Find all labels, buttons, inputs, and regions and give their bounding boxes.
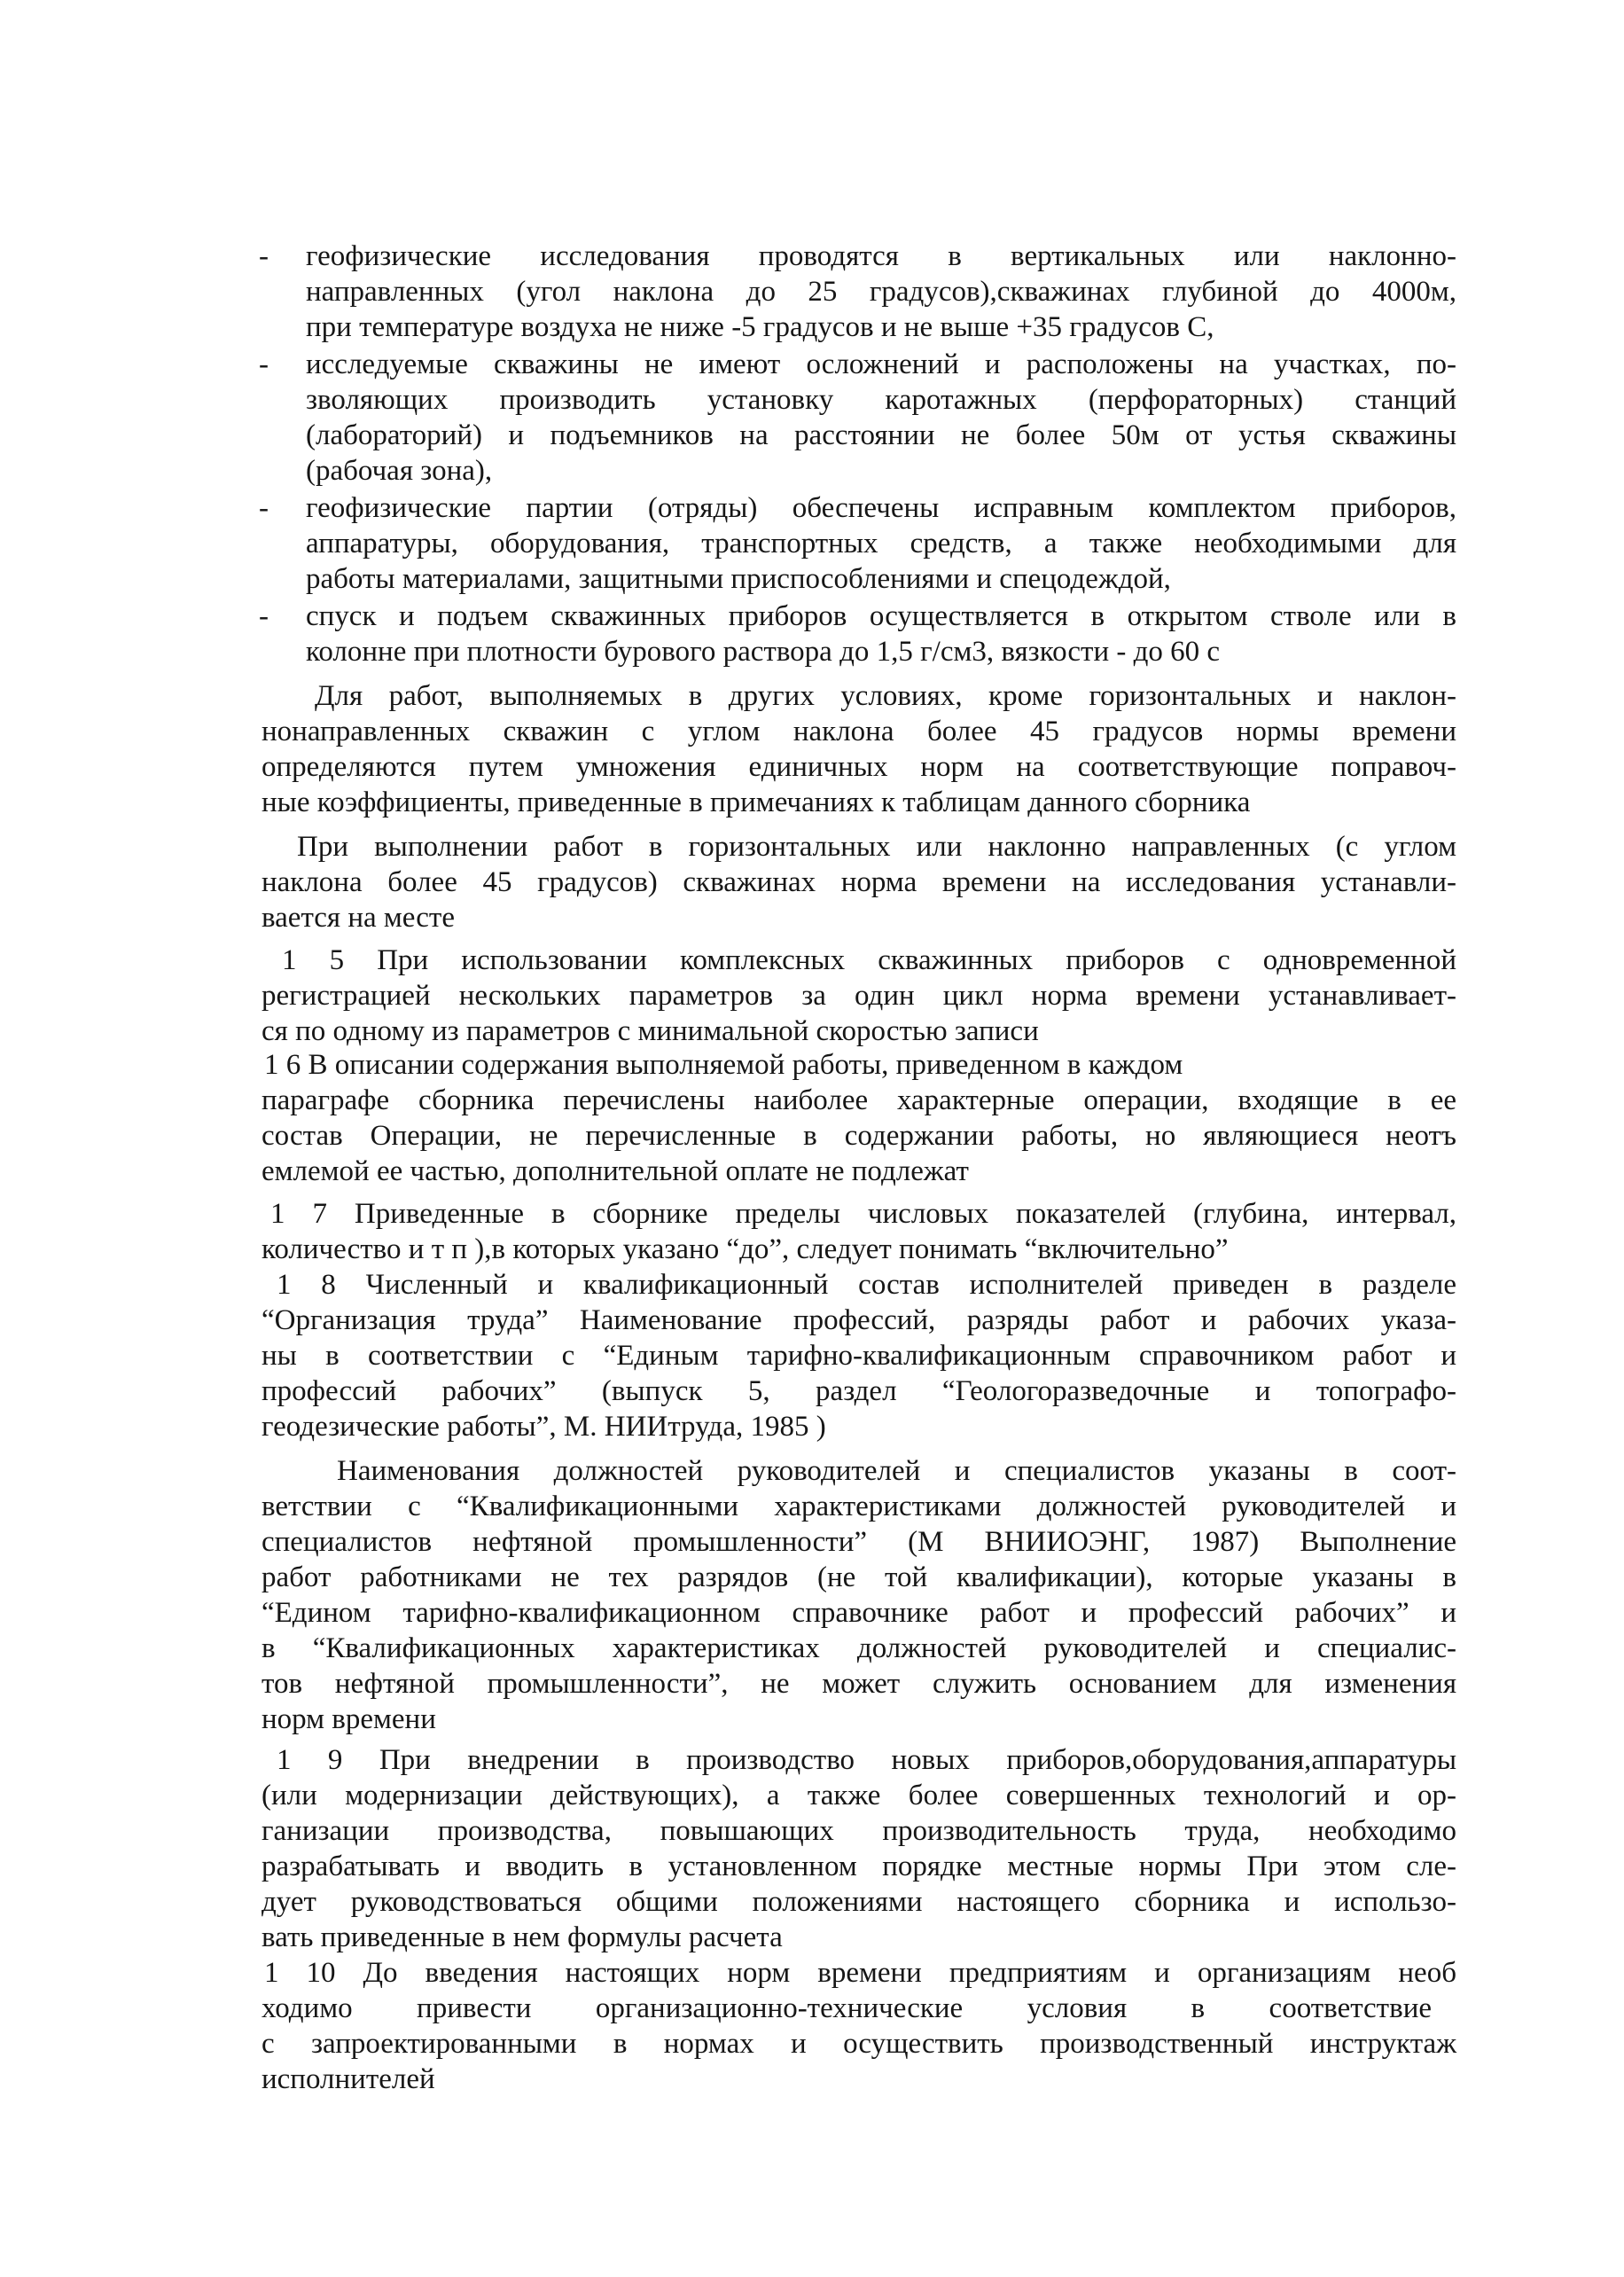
section-1-5-line: регистрацией нескольких параметров за один цикл норма времени устанавливает-: [262, 980, 1456, 1012]
paragraph-line: Наименования должностей руководителей и специалистов указаны в соот-: [337, 1455, 1456, 1487]
section-1-6-line: состав Операции, не перечисленные в содержании работы, но являющиеся неотъ: [262, 1120, 1456, 1152]
section-1-9-line: ганизации производства, повышающих производительность труда, необходимо: [262, 1815, 1456, 1847]
bullet-3-line-1: геофизические партии (отряды) обеспечены исправным комплектом приборов,: [306, 492, 1456, 524]
paragraph-line: специалистов нефтяной промышленности” (М ВНИИОЭНГ, 1987) Выполнение: [262, 1526, 1456, 1558]
paragraph-line: При выполнении работ в горизонтальных или наклонно направленных (с углом: [297, 831, 1456, 863]
section-1-9-line: разрабатывать и вводить в установленном порядке местные нормы При этом сле-: [262, 1851, 1456, 1882]
section-1-8-line: 1 8 Численный и квалификационный состав исполнителей приведен в разделе: [277, 1269, 1456, 1301]
section-1-10-line: ходимо привести организационно-технические условия в соответствие: [262, 1992, 1432, 2024]
section-1-8-line: ны в соответствии с “Единым тарифно-квалификационным справочником работ и: [262, 1340, 1456, 1372]
section-1-8-line: геодезические работы”, М. НИИтруда, 1985 ): [262, 1411, 826, 1443]
paragraph-line: ные коэффициенты, приведенные в примечаниях к таблицам данного сборника: [262, 786, 1251, 818]
bullet-1-line-2: направленных (угол наклона до 25 градусов),скважинах глубиной до 4000м,: [306, 276, 1456, 308]
section-1-8-line: “Организация труда” Наименование профессий, разряды работ и рабочих указа-: [262, 1304, 1456, 1336]
paragraph-line: наклона более 45 градусов) скважинах норма времени на исследования устанавли-: [262, 866, 1456, 898]
bullet-3-line-2: аппаратуры, оборудования, транспортных средств, а также необходимыми для: [306, 528, 1456, 559]
section-1-7-line: 1 7 Приведенные в сборнике пределы числовых показателей (глубина, интервал,: [270, 1198, 1456, 1230]
section-1-6-line: 1 6 В описании содержания выполняемой работы, приведенном в каждом: [264, 1049, 1183, 1081]
bullet-3-line-3: работы материалами, защитными приспособлениями и спецодеждой,: [306, 563, 1171, 595]
bullet-dash: -: [259, 240, 269, 272]
section-1-10-line: исполнителей: [262, 2063, 435, 2095]
paragraph-line: определяются путем умножения единичных норм на соответствующие поправоч-: [262, 751, 1456, 783]
section-1-9-line: (или модернизации действующих), а также более совершенных технологий и ор-: [262, 1780, 1456, 1811]
bullet-1-line-3: при температуре воздуха не ниже -5 градусов и не выше +35 градусов С,: [306, 311, 1214, 343]
bullet-2-line-1: исследуемые скважины не имеют осложнений и расположены на участках, по-: [306, 348, 1456, 380]
bullet-dash: -: [259, 348, 269, 380]
bullet-2-line-3: (лабораторий) и подъемников на расстоянии не более 50м от устья скважины: [306, 419, 1456, 451]
paragraph-line: нонаправленных скважин с углом наклона более 45 градусов нормы времени: [262, 716, 1456, 747]
bullet-2-line-4: (рабочая зона),: [306, 455, 493, 487]
paragraph-line: тов нефтяной промышленности”, не может служить основанием для изменения: [262, 1668, 1456, 1700]
section-1-10-line: с запроектированными в нормах и осуществить производственный инструктаж: [262, 2028, 1456, 2060]
section-1-9-line: 1 9 При внедрении в производство новых приборов,оборудования,аппаратуры: [277, 1744, 1456, 1776]
section-1-6-line: параграфе сборника перечислены наиболее характерные операции, входящие в ее: [262, 1084, 1456, 1116]
section-1-9-line: дует руководствоваться общими положениями настоящего сборника и использо-: [262, 1886, 1456, 1918]
bullet-1-line-1: геофизические исследования проводятся в вертикальных или наклонно-: [306, 240, 1456, 272]
section-1-5-line: 1 5 При использовании комплексных скважинных приборов с одновременной: [282, 944, 1456, 976]
bullet-2-line-2: зволяющих производить установку каротажных (перфораторных) станций: [306, 384, 1456, 416]
paragraph-line: вается на месте: [262, 902, 455, 934]
bullet-4-line-1: спуск и подъем скважинных приборов осуществляется в открытом стволе или в: [306, 600, 1456, 632]
section-1-6-line: емлемой ее частью, дополнительной оплате не подлежат: [262, 1155, 969, 1187]
paragraph-line: ветствии с “Квалификационными характеристиками должностей руководителей и: [262, 1491, 1456, 1522]
section-1-9-line: вать приведенные в нем формулы расчета: [262, 1921, 783, 1953]
section-1-5-line: ся по одному из параметров с минимальной скоростью записи: [262, 1015, 1039, 1047]
section-1-7-line: количество и т п ),в которых указано “до”, следует понимать “включительно”: [262, 1233, 1229, 1265]
paragraph-line: норм времени: [262, 1703, 436, 1735]
bullet-dash: -: [259, 492, 269, 524]
bullet-dash: -: [259, 600, 269, 632]
section-1-10-line: 1 10 До введения настоящих норм времени предприятиям и организациям необ: [264, 1957, 1456, 1989]
paragraph-line: работ работниками не тех разрядов (не той квалификации), которые указаны в: [262, 1561, 1456, 1593]
bullet-4-line-2: колонне при плотности бурового раствора до 1,5 г/см3, вязкости - до 60 с: [306, 636, 1221, 668]
paragraph-line: в “Квалификационных характеристиках должностей руководителей и специалис-: [262, 1632, 1456, 1664]
paragraph-line: “Едином тарифно-квалификационном справочнике работ и профессий рабочих” и: [262, 1597, 1456, 1629]
section-1-8-line: профессий рабочих” (выпуск 5, раздел “Геологоразведочные и топографо-: [262, 1375, 1456, 1407]
paragraph-line: Для работ, выполняемых в других условиях, кроме горизонтальных и наклон-: [315, 680, 1456, 712]
